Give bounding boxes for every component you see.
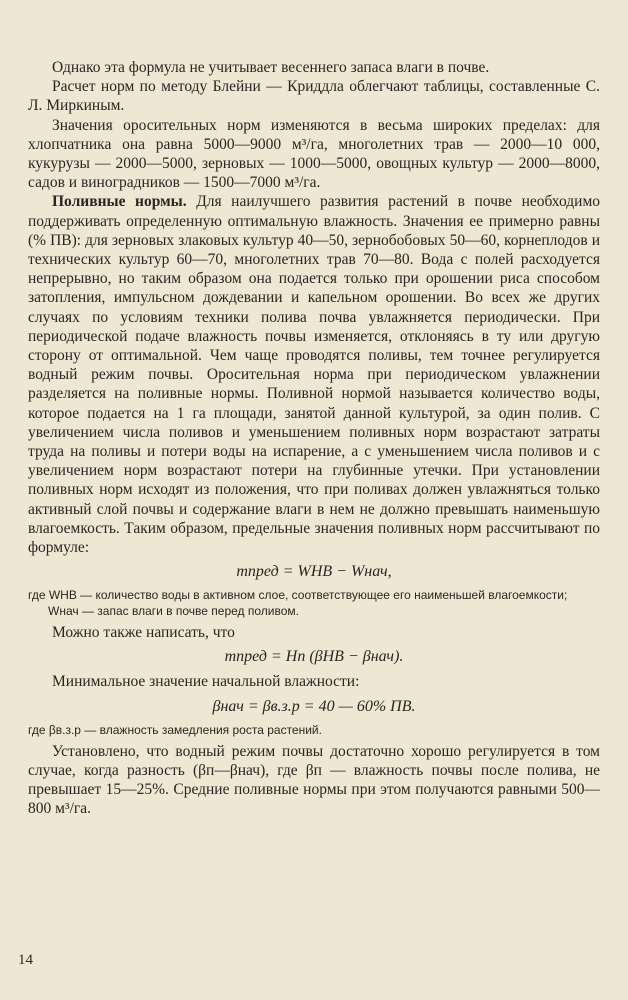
formula: mпред = Hп (βНВ − βнач). <box>224 648 404 666</box>
formula: mпред = WНВ − Wнач, <box>236 563 392 581</box>
formula-note: где WНВ — количество воды в активном слое, соответствующее его наименьшей влагоемкости; <box>28 588 568 603</box>
formula: βнач = βв.з.р = 40 — 60% ПВ. <box>212 697 416 715</box>
paragraph: Расчет норм по методу Блейни — Криддла облегчают таблицы, составленные С. Л. Миркиным. <box>28 78 600 115</box>
paragraph: Можно также написать, что <box>52 624 235 642</box>
formula-note: Wнач — запас влаги в почве перед поливом. <box>48 604 299 619</box>
paragraph: Значения оросительных норм изменяются в весьма широких пределах: для хлопчатника она равна 5000—9000 м³/га, многолетних трав — 2000—10 000, кукурузы — 2000—5000, зерновых — 1000—5000, овощных культур — 2000—8000, садов и виноградников — 1500—7000 м³/га. <box>28 116 600 192</box>
formula-note: где βв.з.р — влажность замедления роста растений. <box>28 722 322 737</box>
paragraph: Установлено, что водный режим почвы достаточно хорошо регулируется в том случае, когда разность (βп—βнач), где βп — влажность почвы после полива, не превышает 15—25%. Средние поливные нормы при этом получаются равными 500—800 м³/га. <box>28 742 600 818</box>
section-text: Для наилучшего развития растений в почве необходимо поддерживать определенную оптимальную влажность. Значения ее примерно равны (% ПВ): для зерновых злаковых культур 40—50, зернобобовых 50—60, корнеплодов и технических культур 60—70, многолетних трав 70—80. Вода с полей расходуется непрерывно, но таким образом она подается только при орошении риса способом затопления, импульсном дождевании и капельном орошении. Во всех же других случаях по условиям техники полива почва увлажняется периодически. При периодической подаче влажность почвы изменяется, отклоняясь в ту или другую сторону от оптимальной. Чем чаще проводятся поливы, тем точнее регулируется водный режим почвы. Оросительная норма при периодическом увлажнении разделяется на поливные нормы. Поливной нормой называется количество воды, которое подается на 1 га площади, занятой данной культурой, за один полив. С увеличением числа поливов и уменьшением поливных норм возрастают затраты труда на поливы и потери воды на испарение, а с уменьшением числа поливов и с увеличением норм возрастают потери на глубинные утечки. При установлении поливных норм исходят из положения, что при поливах должен увлажняться только активный слой почвы и содержание влаги в нем не должно превышать наименьшую влагоемкость. Таким образом, предельные значения поливных норм рассчитывают по формуле: <box>28 193 600 557</box>
paragraph: Однако эта формула не учитывает весеннего запаса влаги в почве. <box>52 59 490 76</box>
paragraph: Минимальное значение начальной влажности: <box>52 673 360 691</box>
section-heading: Поливные нормы. <box>52 193 187 211</box>
page-number: 14 <box>18 952 33 968</box>
paragraph-section <box>28 192 600 557</box>
